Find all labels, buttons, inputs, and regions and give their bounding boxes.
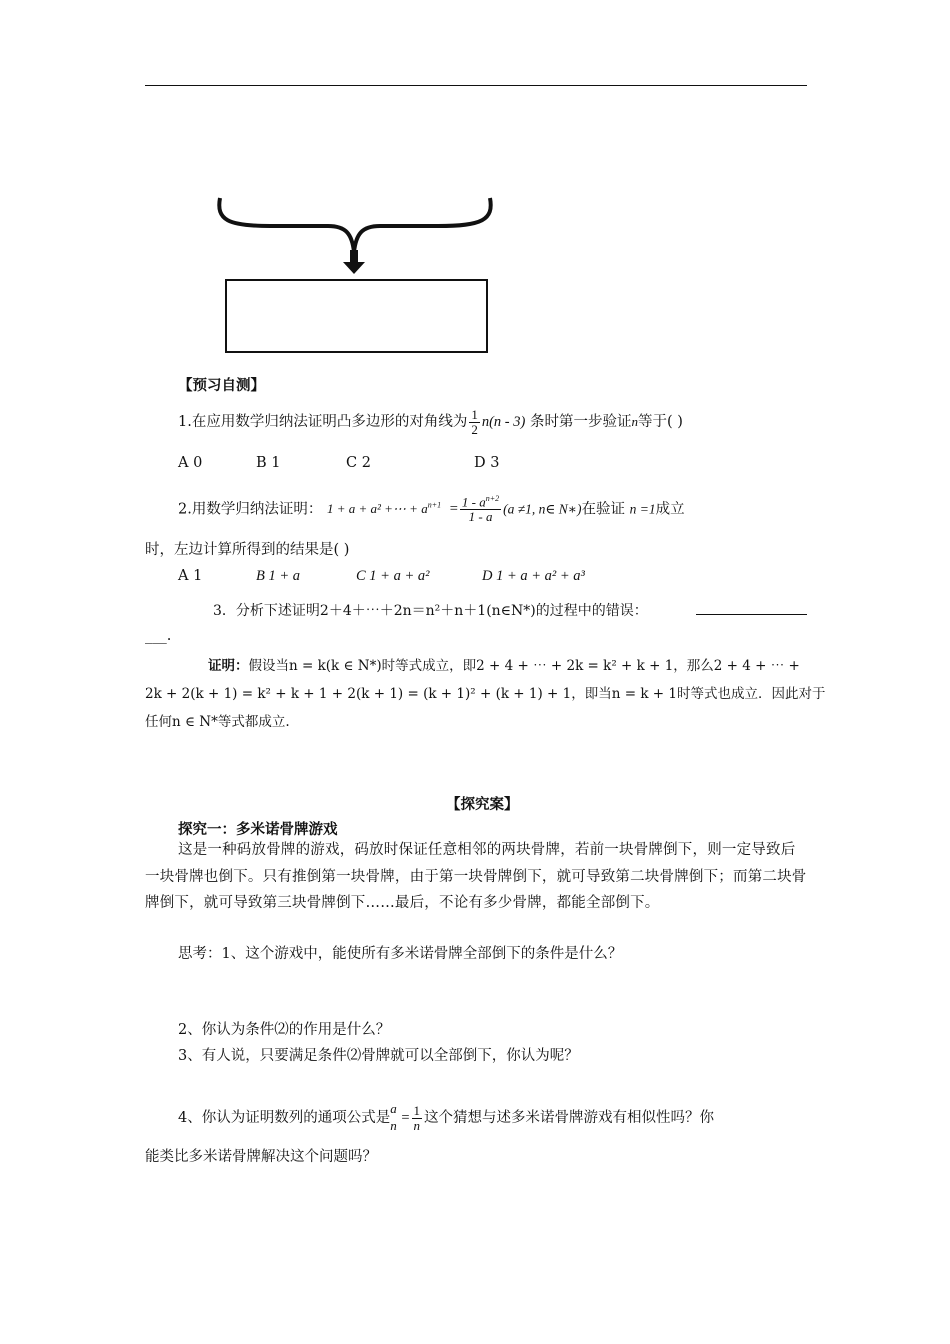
think-question-4 bbox=[178, 1100, 714, 1136]
explore-heading: 【探究案】 bbox=[446, 797, 519, 813]
q1-option-a: A 0 bbox=[178, 455, 203, 471]
header-rule bbox=[145, 85, 807, 86]
q1-option-d: D 3 bbox=[474, 455, 500, 471]
preview-heading: 【预习自测】 bbox=[178, 378, 265, 394]
think4-equals: = bbox=[401, 1110, 410, 1126]
explore-subheading: 探究一：多米诺骨牌游戏 bbox=[178, 822, 338, 838]
q2-option-d: D 1 + a + a² + a³ bbox=[482, 568, 585, 584]
think4-line2: 能类比多米诺骨牌解决这个问题吗？ bbox=[145, 1149, 377, 1165]
result-box bbox=[226, 280, 487, 352]
q3-text: 3．分析下述证明2＋4＋⋯＋2n＝n²＋n＋1(n∈N*)的过程中的错误： bbox=[213, 603, 648, 619]
q2-suffix2: 成立 bbox=[655, 501, 685, 518]
proof-label: 证明： bbox=[208, 658, 249, 674]
proof-line-1 bbox=[208, 654, 800, 674]
think4-fraction: $\frac{1}{n}$ bbox=[413, 1102, 421, 1133]
q1-option-b: B 1 bbox=[256, 455, 281, 471]
q1-option-c: C 2 bbox=[346, 455, 371, 471]
q1-suffix2: 等于( ) bbox=[637, 414, 683, 430]
q1-prefix: 1.在应用数学归纳法证明凸多边形的对角线为 bbox=[178, 414, 468, 430]
q2-equals: = bbox=[449, 501, 458, 518]
think-question-1: 思考：1、这个游戏中，能使所有多米诺骨牌全部倒下的条件是什么？ bbox=[178, 946, 623, 962]
q2-option-a: A 1 bbox=[178, 568, 203, 584]
think4-prefix: 4、你认为证明数列的通项公式是 bbox=[178, 1110, 391, 1126]
domino-paragraph: 这是一种码放骨牌的游戏，码放时保证任意相邻的两块骨牌，若前一块骨牌倒下，则一定导致后一块骨牌也倒下。只有推倒第一块骨牌，由于第一块骨牌倒下，就可导致第二块骨牌倒下；而第二块骨牌倒下，就可导致第三块骨牌倒下……最后，不论有多少骨牌，都能全部倒下。 bbox=[145, 842, 807, 911]
brace-shape bbox=[219, 198, 490, 252]
proof-line-3: 任何n ∈ N*等式都成立. bbox=[145, 714, 290, 730]
q2-option-c: C 1 + a + a² bbox=[356, 568, 430, 584]
think4-suffix: 这个猜想与述多米诺骨牌游戏有相似性吗？你 bbox=[424, 1110, 715, 1126]
think-question-2: 2、你认为条件⑵的作用是什么？ bbox=[178, 1022, 391, 1038]
q1-variable: n bbox=[631, 414, 638, 429]
q2-prefix: 2.用数学归纳法证明： bbox=[178, 501, 323, 518]
q2-line2: 时，左边计算所得到的结果是( ) bbox=[145, 542, 350, 558]
think-question-3: 3、有人说，只要满足条件⑵骨牌就可以全部倒下，你认为呢？ bbox=[178, 1048, 579, 1064]
question-1 bbox=[178, 404, 683, 440]
q2-suffix: 在验证 bbox=[581, 501, 625, 518]
q2-condition: (a ≠1, n∈ N∗) bbox=[503, 501, 582, 517]
q3-answer-blank bbox=[696, 614, 807, 615]
q2-check: n =1 bbox=[629, 501, 656, 517]
question-3 bbox=[213, 600, 648, 620]
q2-fraction: $\frac{1 - a^{n+2}}{1 - a}$ bbox=[461, 494, 500, 524]
q1-suffix: 条时第一步验证 bbox=[529, 414, 632, 430]
brace-diagram bbox=[210, 190, 500, 360]
q1-fraction: $\frac{1}{2}$ bbox=[471, 406, 478, 437]
q2-lhs: 1 + a + a² +⋯ + $a^{n+1}$ bbox=[326, 501, 442, 517]
q3-blank-line: ___. bbox=[145, 628, 172, 644]
question-2 bbox=[178, 488, 685, 527]
q1-expression: n(n - 3) bbox=[481, 414, 526, 430]
proof-text-1: 假设当n = k(k ∈ N*)时等式成立，即2 + 4 + ⋯ + 2k = k² + k + 1，那么2 + 4 + ⋯ + bbox=[248, 658, 800, 674]
q2-option-b: B 1 + a bbox=[256, 568, 301, 584]
arrow-head bbox=[343, 262, 365, 274]
think4-sequence-term: a n bbox=[390, 1101, 397, 1133]
proof-line-2: 2k + 2(k + 1) = k² + k + 1 + 2(k + 1) = (k + 1)² + (k + 1) + 1，即当n = k + 1时等式也成立．因此对于 bbox=[145, 686, 826, 702]
arrow-shaft bbox=[350, 250, 358, 262]
